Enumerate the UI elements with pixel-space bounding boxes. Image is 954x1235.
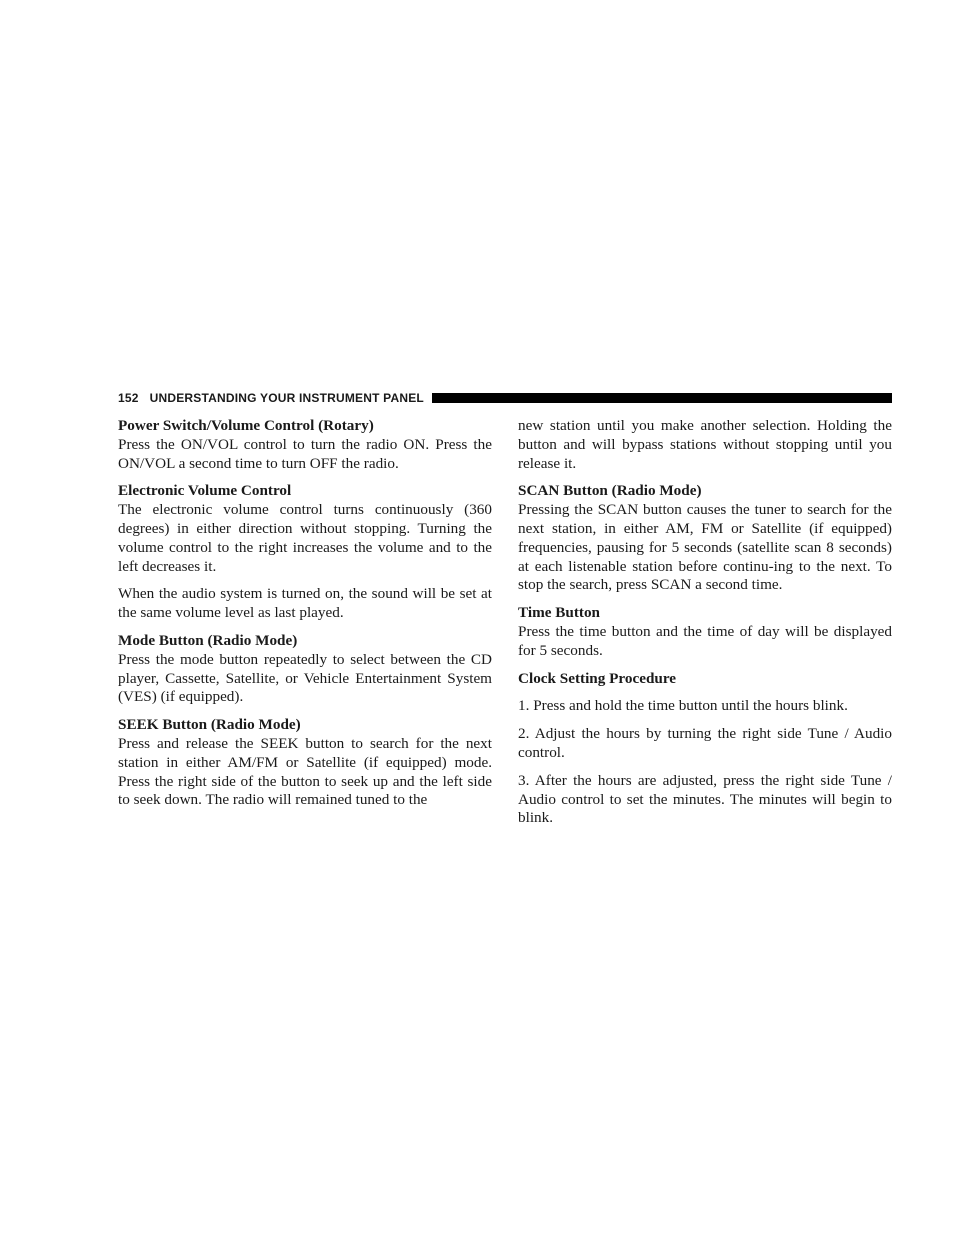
section-heading: Power Switch/Volume Control (Rotary) [118, 417, 374, 434]
section-title: UNDERSTANDING YOUR INSTRUMENT PANEL [149, 391, 424, 405]
section-heading: Clock Setting Procedure [518, 669, 677, 687]
header-rule-bar [432, 393, 892, 403]
section-heading: Mode Button (Radio Mode) [118, 631, 298, 649]
paragraph: Press and release the SEEK button to search for the next station in either AM/FM or Satellite (if equipped) mode. Press the right side of the button to seek up and the left side to seek down. The radio will remained tuned to the [118, 734, 492, 809]
paragraph: The electronic volume control turns continuously (360 degrees) in either direction without stopping. Turning the volume control to the right increases the volume and to the left decreases it. [118, 501, 492, 575]
list-step: 1. Press and hold the time button until the hours blink. [518, 697, 848, 715]
section-mode-button [118, 632, 492, 707]
paragraph: Press the mode button repeatedly to select between the CD player, Cassette, Satellite, or Vehicle Entertainment System (VES) (if equipped). [118, 650, 492, 706]
continued-paragraph: new station until you make another selection. Holding the button and will bypass stations without stopping until you release it. [518, 417, 892, 472]
section-power-switch [118, 417, 492, 473]
left-column [118, 417, 492, 819]
paragraph: Press the ON/VOL control to turn the radio ON. Press the ON/VOL a second time to turn OFF the radio. [118, 435, 492, 472]
section-heading: Time Button [518, 604, 600, 622]
section-electronic-volume [118, 482, 492, 623]
page-header [118, 388, 892, 408]
section-heading: Electronic Volume Control [118, 482, 292, 500]
list-step: 2. Adjust the hours by turning the right side Tune / Audio control. [518, 725, 892, 761]
section-time-button [518, 604, 892, 660]
section-heading: SCAN Button (Radio Mode) [518, 482, 702, 500]
paragraph: When the audio system is turned on, the sound will be set at the same volume level as last played. [118, 585, 492, 622]
section-clock-setting [518, 670, 892, 829]
paragraph: Press the time button and the time of day will be displayed for 5 seconds. [518, 622, 892, 659]
paragraph: Pressing the SCAN button causes the tuner to search for the next station, in either AM, FM or Satellite (if equipped) frequencies, pausing for 5 seconds (satellite scan 8 seconds) at each listenable station before continu-ing to the next. To stop the search, press SCAN a second time. [518, 501, 892, 594]
section-heading: SEEK Button (Radio Mode) [118, 716, 301, 734]
page-number: 152 [118, 391, 139, 405]
section-seek-button [118, 716, 492, 810]
section-scan-button [518, 482, 892, 595]
list-step: 3. After the hours are adjusted, press the right side Tune / Audio control to set the minutes. The minutes will begin to blink. [518, 771, 892, 827]
right-column [518, 417, 892, 837]
